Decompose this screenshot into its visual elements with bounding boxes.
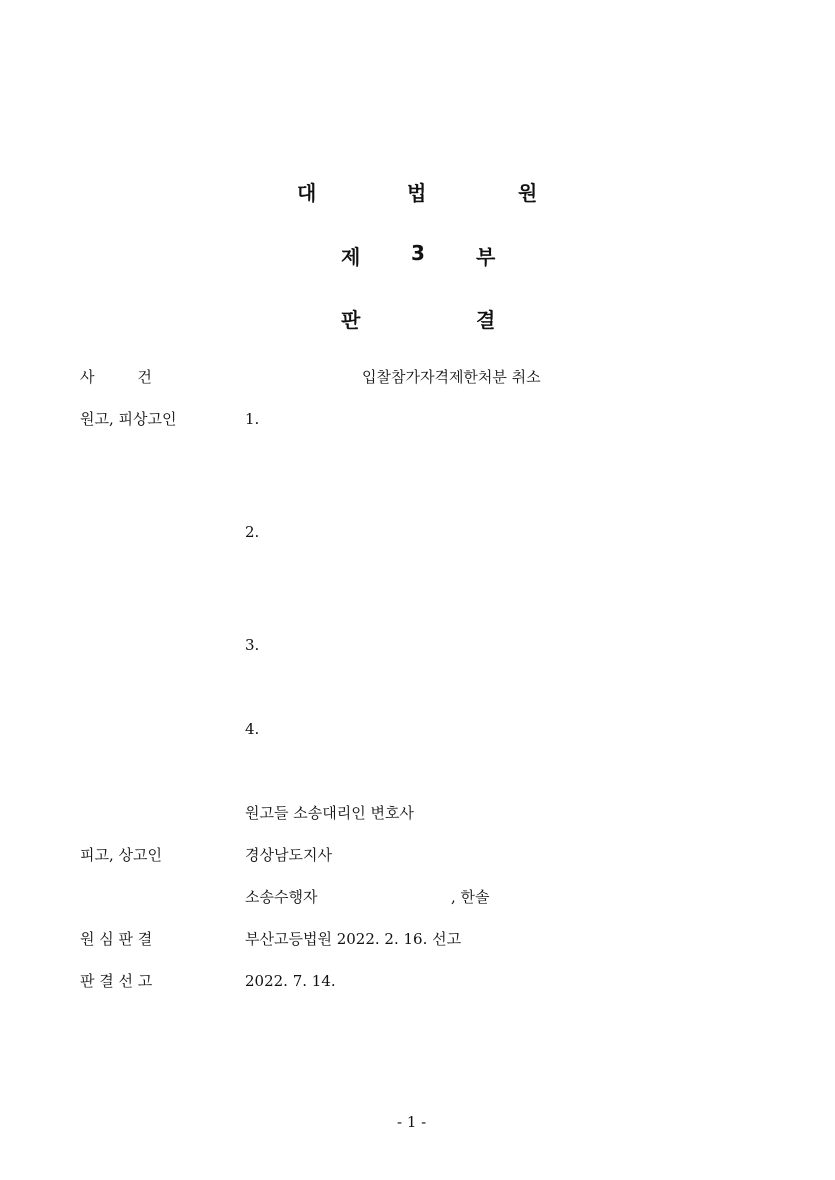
plaintiff-item-3: 3.	[245, 636, 260, 654]
defendant-label: 피고, 상고인	[80, 846, 162, 864]
defendant-agent: 소송수행자	[245, 888, 318, 906]
judgment-date-value: 2022. 7. 14.	[245, 972, 336, 990]
plaintiff-item-2: 2.	[245, 523, 260, 541]
plaintiff-item-1: 1.	[245, 410, 260, 428]
court-title-char-3: 원	[518, 181, 538, 205]
division-char-1: 제	[341, 245, 361, 269]
doc-type-char-2: 결	[476, 308, 496, 332]
court-title-char-2: 법	[407, 181, 427, 205]
plaintiffs-counsel: 원고들 소송대리인 변호사	[245, 804, 414, 822]
doc-type-char-1: 판	[341, 308, 361, 332]
case-label: 사 건	[80, 368, 152, 386]
original-judgment-label: 원 심 판 결	[80, 930, 153, 948]
plaintiffs-label: 원고, 피상고인	[80, 410, 177, 428]
page-number: - 1 -	[397, 1113, 427, 1131]
defendant-name: 경상남도지사	[245, 846, 332, 864]
division-char-3: 부	[476, 245, 496, 269]
plaintiff-item-4: 4.	[245, 720, 260, 738]
court-title-char-1: 대	[297, 181, 317, 205]
original-judgment-value: 부산고등법원 2022. 2. 16. 선고	[245, 930, 462, 948]
defendant-agent-suffix: , 한솔	[451, 888, 490, 906]
division-char-2: 3	[411, 241, 425, 265]
case-value: 입찰참가자격제한처분 취소	[362, 368, 541, 386]
judgment-date-label: 판 결 선 고	[80, 972, 153, 990]
